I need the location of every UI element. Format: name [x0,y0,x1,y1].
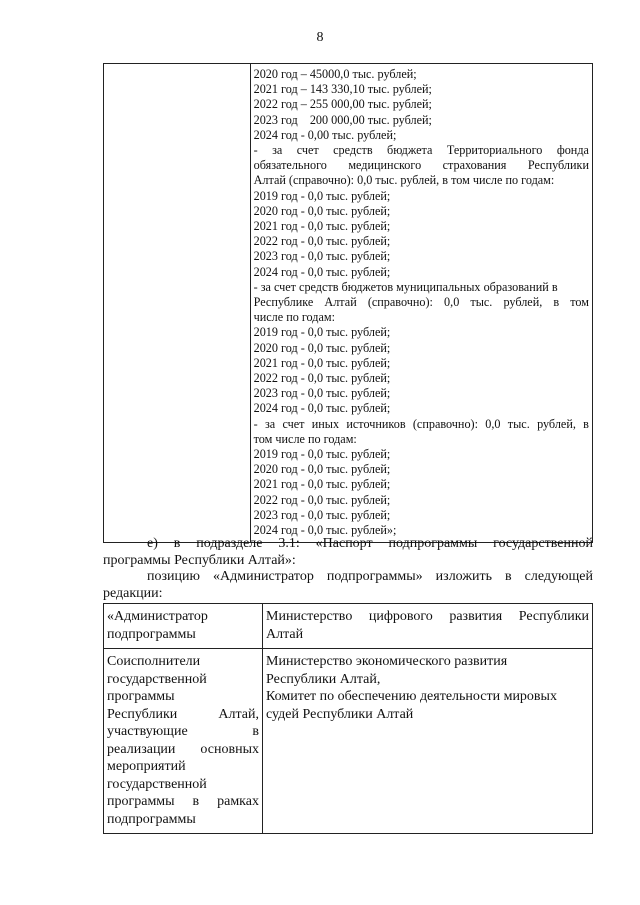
word: медицинского [348,158,422,173]
funding-line: 2020 год - 0,0 тыс. рублей; [253,462,391,477]
cell-line [107,793,259,811]
word: рамках [217,794,259,809]
funding-line: 2022 год - 0,0 тыс. рублей; [253,492,391,507]
word: 3.1: [278,536,300,551]
administrator-table [103,603,593,834]
funding-line: 2019 год - 0,0 тыс. рублей; [253,447,391,462]
word: (справочно): [412,416,478,431]
funding-line: 2024 год - 0,0 тыс. рублей»; [253,523,397,538]
cell-line [266,608,589,626]
funding-line: 2021 год - 0,0 тыс. рублей; [253,477,391,492]
word: основных [200,741,259,757]
cell-line: судей Республики Алтай [266,706,414,722]
word: источников [346,416,406,431]
word: в [173,536,181,551]
funding-line: 2024 год - 0,00 тыс. рублей; [253,127,397,142]
word: иных [311,416,340,431]
word: тыс. [507,416,530,431]
word: Республики [107,706,178,722]
word: «Паспорт [315,536,373,551]
funding-line: 2021 год - 0,0 тыс. рублей; [253,219,391,234]
other-heading-line-1 [254,417,589,432]
funding-line: 2022 год - 0,0 тыс. рублей; [253,234,391,249]
cell-line: мероприятий [107,759,186,774]
word: 0,0 [485,416,501,431]
word: Республики [518,609,589,624]
cell-line: Республики Алтай, [266,671,381,687]
municipal-heading-line-2 [254,295,589,310]
funding-line: 2021 год – 143 330,10 тыс. рублей; [253,82,432,97]
tfoms-heading-line-1 [254,143,589,158]
word: бюджета [387,143,433,158]
word: «Администратор [212,569,314,584]
funding-line: 2020 год - 0,0 тыс. рублей; [253,340,391,355]
administrator-label-cell [104,604,263,649]
tfoms-heading-line-2 [254,158,589,173]
word: государственной [493,536,593,551]
word: Министерство [266,609,353,624]
paragraph-e-line-1 [103,535,593,552]
funding-line: 2024 год - 0,0 тыс. рублей; [253,401,391,416]
coexecutors-label-cell [104,649,263,834]
word: подразделе [196,536,263,551]
paragraph-position-line-2: редакции: [103,586,163,601]
word: следующей [524,569,593,584]
word: (справочно): [367,295,433,310]
funding-table-left-cell [104,64,251,543]
word: подпрограммы [388,536,478,551]
funding-lines-a [254,67,589,143]
word: счет [296,143,319,158]
word: подпрограммы» [326,569,423,584]
word: Алтай [324,295,357,310]
word: Алтай, [218,706,259,722]
funding-line: 2019 год - 0,0 тыс. рублей; [253,188,391,203]
coexecutors-value-cell [263,649,593,834]
cell-line [107,723,259,741]
cell-line: государственной [107,671,207,687]
cell-line [107,706,259,724]
word: в [252,724,259,739]
word: участвующие [107,724,188,739]
cell-line: подпрограммы [107,811,196,827]
other-heading-line-2: том числе по годам: [253,431,357,446]
word: цифрового [368,609,433,624]
municipal-heading-line-3: числе по годам: [253,310,336,325]
funding-line: 2019 год - 0,0 тыс. рублей; [253,325,391,340]
word: обязательного [253,158,327,173]
funding-line: 2023 год - 0,0 тыс. рублей; [253,507,391,522]
funding-line: 2023 год - 0,0 тыс. рублей; [253,249,391,264]
word: Республике [253,295,314,310]
word: в [505,569,512,584]
funding-line: 2024 год - 0,0 тыс. рублей; [253,264,391,279]
cell-line: «Администратор [107,609,208,624]
funding-lines-c [254,325,589,416]
word: - [253,143,258,158]
funding-line: 2023 год - 0,0 тыс. рублей; [253,386,391,401]
word: за [272,143,283,158]
cell-line: Соисполнители [107,654,201,669]
paragraph-e-line-2: программы Республики Алтай»: [103,553,296,568]
word: том [570,295,589,310]
word: в [583,416,589,431]
tfoms-heading-line-3: Алтай (справочно): 0,0 тыс. рублей, в том числе по годам: [253,173,555,188]
cell-line: Министерство экономического развития [266,654,508,669]
funding-table [103,63,593,543]
word: счет [282,416,305,431]
funding-line: 2022 год - 0,0 тыс. рублей; [253,371,391,386]
word: развития [449,609,503,624]
funding-table-right-cell [250,64,592,543]
table-row [104,649,593,834]
funding-lines-b [254,189,589,280]
funding-line: 2022 год – 255 000,00 тыс. рублей; [253,97,432,112]
word: позицию [147,569,200,584]
word: реализации [107,741,176,757]
funding-line: 2023 год 200 000,00 тыс. рублей; [253,112,432,127]
word: 0,0 [444,295,460,310]
word: рублей, [503,295,543,310]
word: в [553,295,560,310]
cell-line: Алтай [266,626,304,642]
word: фонда [556,143,589,158]
funding-line: 2020 год - 0,0 тыс. рублей; [253,203,391,218]
paragraph-position [103,568,593,602]
paragraph-position-line-1 [103,568,593,585]
word: тыс. [470,295,493,310]
word: - [253,416,258,431]
funding-lines-d [254,447,589,538]
cell-line: программы [107,689,175,704]
word: Республики [527,158,589,173]
funding-line: 2021 год - 0,0 тыс. рублей; [253,355,391,370]
administrator-value-cell [263,604,593,649]
word: е) [147,536,158,551]
table-row [104,604,593,649]
funding-line: 2020 год – 45000,0 тыс. рублей; [253,67,417,81]
word: в [192,794,200,809]
word: изложить [435,569,492,584]
paragraph-e [103,535,593,569]
municipal-heading-line-1: - за счет средств бюджетов муниципальных образований в [253,279,558,294]
cell-line: Комитет по обеспечению деятельности мировых [266,689,557,704]
word: средств [333,143,373,158]
word: программы [107,794,175,809]
cell-line [107,741,259,759]
word: Территориального [446,143,543,158]
word: за [264,416,276,431]
cell-line: подпрограммы [107,626,196,642]
word: страхования [442,158,507,173]
word: рублей, [537,416,576,431]
page-number: 8 [316,30,324,45]
cell-line: государственной [107,776,207,792]
